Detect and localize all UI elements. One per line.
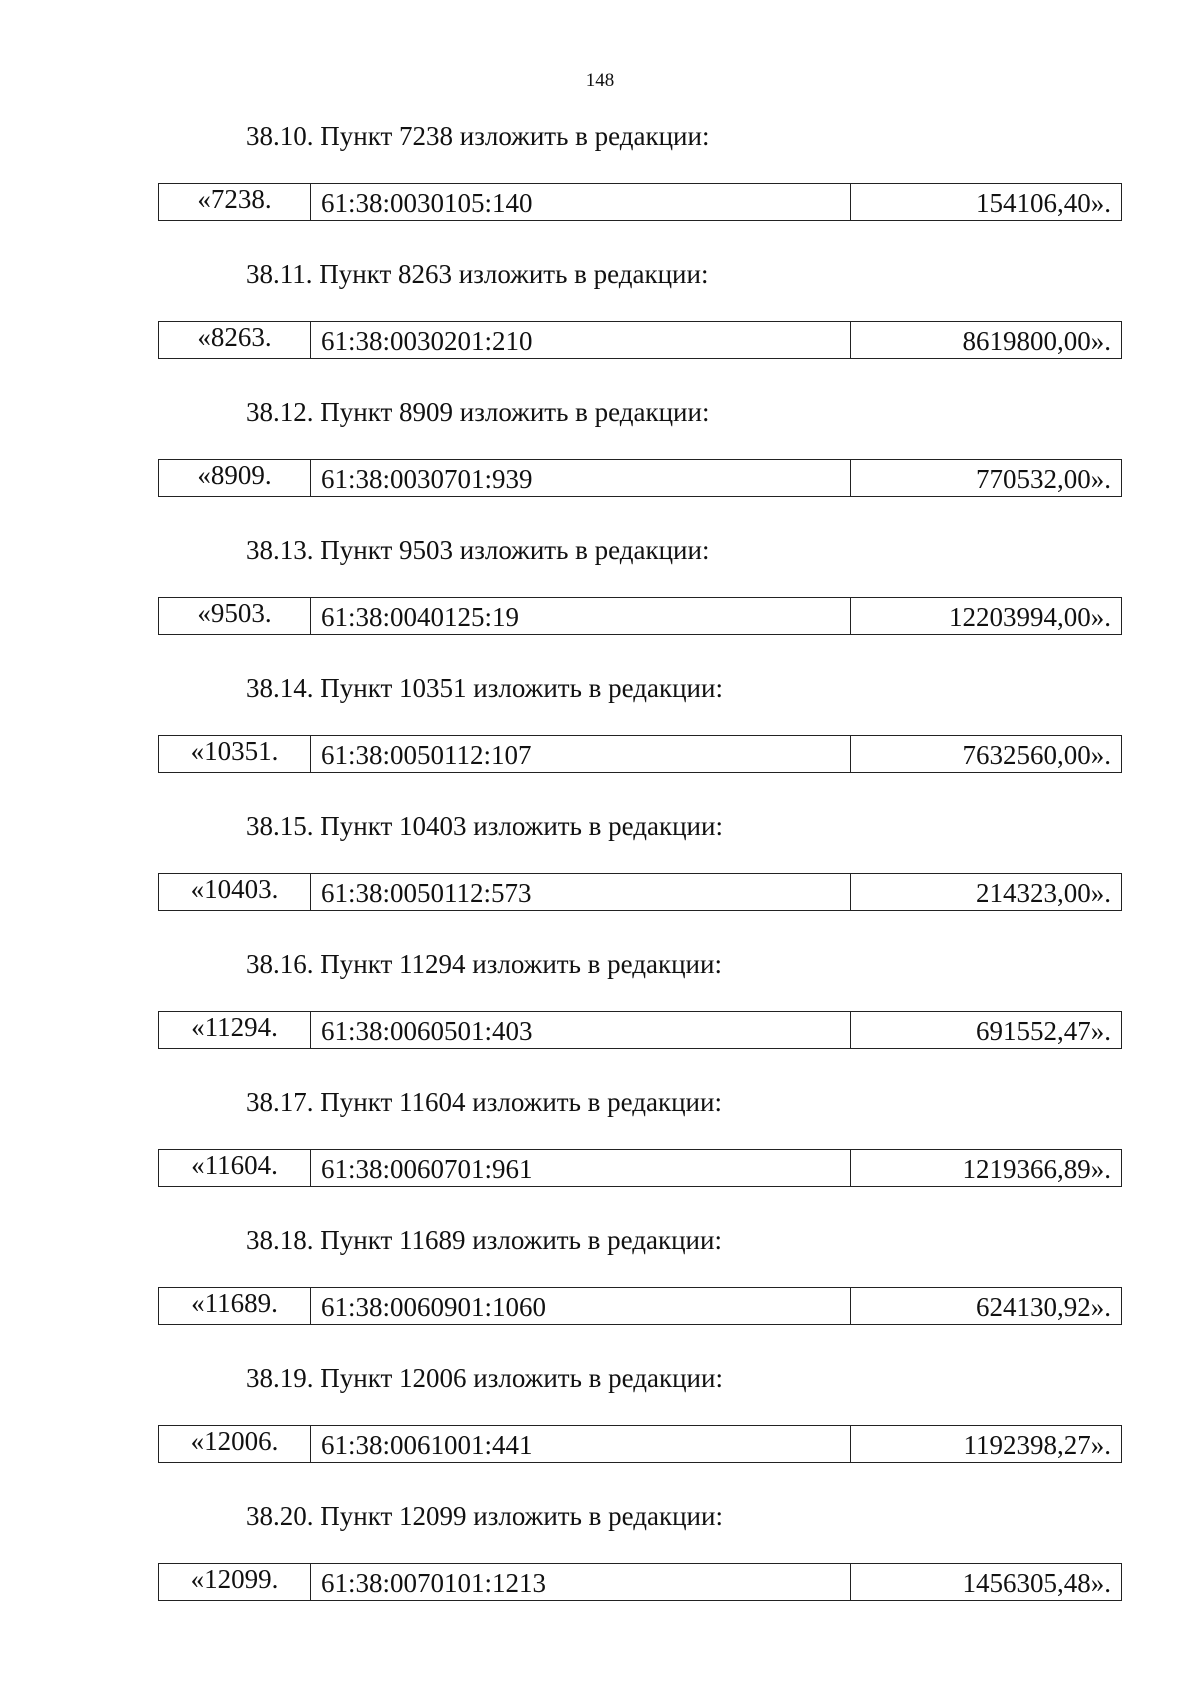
cadastral-value-cell: 1456305,48». (851, 1564, 1122, 1601)
cadastral-number-cell: 61:38:0030201:210 (311, 322, 851, 359)
entry-number-cell: «7238. (159, 184, 311, 221)
entry-table (158, 1011, 1122, 1049)
cadastral-value-cell: 770532,00». (851, 460, 1122, 497)
entry-table (158, 1563, 1122, 1601)
cadastral-number-cell: 61:38:0060901:1060 (311, 1288, 851, 1325)
cadastral-value-cell: 154106,40». (851, 184, 1122, 221)
section-heading: 38.15. Пункт 10403 изложить в редакции: (246, 811, 723, 841)
entry-table (158, 735, 1122, 773)
amendment-section (0, 1498, 1200, 1636)
section-heading: 38.13. Пункт 9503 изложить в редакции: (246, 535, 710, 565)
section-heading: 38.16. Пункт 11294 изложить в редакции: (246, 949, 722, 979)
table-row (159, 736, 1122, 773)
table-row (159, 1564, 1122, 1601)
amendment-section (0, 532, 1200, 670)
entry-number-cell: «11604. (159, 1150, 311, 1187)
section-heading: 38.19. Пункт 12006 изложить в редакции: (246, 1363, 723, 1393)
entry-number-cell: «8263. (159, 322, 311, 359)
amendment-section (0, 118, 1200, 256)
amendment-section (0, 946, 1200, 1084)
section-heading: 38.12. Пункт 8909 изложить в редакции: (246, 397, 710, 427)
cadastral-number-cell: 61:38:0070101:1213 (311, 1564, 851, 1601)
entry-number-cell: «8909. (159, 460, 311, 497)
section-heading: 38.18. Пункт 11689 изложить в редакции: (246, 1225, 722, 1255)
section-heading: 38.14. Пункт 10351 изложить в редакции: (246, 673, 723, 703)
entry-number-cell: «12006. (159, 1426, 311, 1463)
entry-table (158, 597, 1122, 635)
entry-table (158, 321, 1122, 359)
entry-number-cell: «10403. (159, 874, 311, 911)
cadastral-value-cell: 1192398,27». (851, 1426, 1122, 1463)
table-row (159, 322, 1122, 359)
amendment-section (0, 394, 1200, 532)
amendment-section (0, 670, 1200, 808)
entry-number-cell: «11689. (159, 1288, 311, 1325)
cadastral-value-cell: 8619800,00». (851, 322, 1122, 359)
cadastral-number-cell: 61:38:0060501:403 (311, 1012, 851, 1049)
table-row (159, 1012, 1122, 1049)
entry-table (158, 1287, 1122, 1325)
cadastral-number-cell: 61:38:0040125:19 (311, 598, 851, 635)
table-row (159, 1288, 1122, 1325)
amendment-section (0, 808, 1200, 946)
table-row (159, 598, 1122, 635)
amendment-section (0, 1360, 1200, 1498)
table-row (159, 874, 1122, 911)
table-row (159, 1150, 1122, 1187)
entry-number-cell: «9503. (159, 598, 311, 635)
table-row (159, 460, 1122, 497)
amendment-section (0, 1084, 1200, 1222)
entry-table (158, 1425, 1122, 1463)
entry-number-cell: «10351. (159, 736, 311, 773)
page-number: 148 (585, 70, 615, 91)
section-heading: 38.10. Пункт 7238 изложить в редакции: (246, 121, 710, 151)
cadastral-number-cell: 61:38:0060701:961 (311, 1150, 851, 1187)
section-heading: 38.11. Пункт 8263 изложить в редакции: (246, 259, 709, 289)
cadastral-value-cell: 1219366,89». (851, 1150, 1122, 1187)
table-row (159, 184, 1122, 221)
entry-number-cell: «12099. (159, 1564, 311, 1601)
amendment-section (0, 1222, 1200, 1360)
cadastral-value-cell: 691552,47». (851, 1012, 1122, 1049)
cadastral-number-cell: 61:38:0030701:939 (311, 460, 851, 497)
section-heading: 38.17. Пункт 11604 изложить в редакции: (246, 1087, 722, 1117)
cadastral-number-cell: 61:38:0030105:140 (311, 184, 851, 221)
cadastral-value-cell: 12203994,00». (851, 598, 1122, 635)
cadastral-value-cell: 624130,92». (851, 1288, 1122, 1325)
entry-table (158, 1149, 1122, 1187)
entry-table (158, 459, 1122, 497)
cadastral-number-cell: 61:38:0050112:573 (311, 874, 851, 911)
entry-number-cell: «11294. (159, 1012, 311, 1049)
section-heading: 38.20. Пункт 12099 изложить в редакции: (246, 1501, 723, 1531)
cadastral-value-cell: 7632560,00». (851, 736, 1122, 773)
table-row (159, 1426, 1122, 1463)
cadastral-number-cell: 61:38:0050112:107 (311, 736, 851, 773)
cadastral-value-cell: 214323,00». (851, 874, 1122, 911)
amendment-list (0, 118, 1200, 1636)
amendment-section (0, 256, 1200, 394)
entry-table (158, 873, 1122, 911)
cadastral-number-cell: 61:38:0061001:441 (311, 1426, 851, 1463)
entry-table (158, 183, 1122, 221)
